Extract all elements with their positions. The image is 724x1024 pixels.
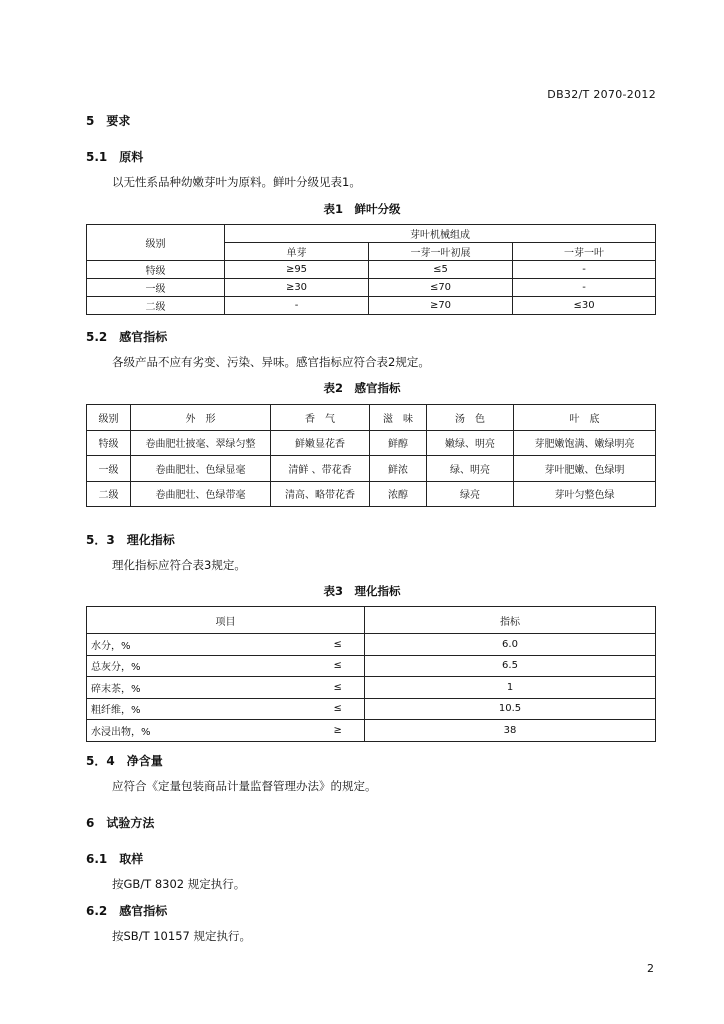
table-cell: 浓醇 [370, 481, 427, 507]
table-cell: 6.5 [365, 655, 656, 677]
table-row [87, 698, 656, 720]
table-row [87, 677, 656, 699]
para-6-2: 按SB/T 10157 规定执行。 [112, 929, 251, 943]
table-cell: ≥30 [225, 279, 369, 297]
table-row [87, 655, 656, 677]
table-cell: 特级 [87, 430, 131, 456]
table-cell: 6.0 [365, 634, 656, 656]
table-cell: ≤5 [369, 261, 513, 279]
heading-6-1: 6.1 取样 [86, 852, 144, 866]
heading-6: 6 试验方法 [86, 816, 155, 830]
table-cell: 碎末茶，% [87, 677, 312, 699]
table-cell: 芽叶匀整色绿 [514, 481, 656, 507]
table-cell: 特级 [87, 261, 225, 279]
para-5-4: 应符合《定量包装商品计量监督管理办法》的规定。 [112, 779, 377, 793]
table-cell: 绿、明亮 [427, 456, 514, 482]
heading-5: 5 要求 [86, 114, 131, 128]
table-cell: 清高、略带花香 [271, 481, 370, 507]
table3 [86, 606, 656, 742]
table2 [86, 404, 656, 507]
table-cell: 10.5 [365, 698, 656, 720]
table2-header: 叶 底 [514, 405, 656, 431]
table-cell: 鲜浓 [370, 456, 427, 482]
doc-id: DB32/T 2070-2012 [547, 88, 656, 101]
table-cell: 水分，% [87, 634, 312, 656]
table-row [87, 634, 656, 656]
table1 [86, 224, 656, 315]
table-row [87, 297, 656, 315]
table3-caption: 表3 理化指标 [323, 584, 401, 598]
table-cell: 粗纤维，% [87, 698, 312, 720]
table-cell: ≥70 [369, 297, 513, 315]
table-row [87, 481, 656, 507]
table-cell: 一级 [87, 456, 131, 482]
table3-header: 指标 [365, 607, 656, 634]
table1-col: 一芽一叶 [513, 243, 656, 261]
table2-caption: 表2 感官指标 [323, 381, 401, 395]
table2-header: 香 气 [271, 405, 370, 431]
table-cell: 总灰分，% [87, 655, 312, 677]
table-cell: ≤70 [369, 279, 513, 297]
table-cell: 鲜醇 [370, 430, 427, 456]
table-cell: 卷曲肥壮披毫、翠绿匀整 [131, 430, 271, 456]
table2-header: 滋 味 [370, 405, 427, 431]
table-cell: 芽叶肥嫩、色绿明 [514, 456, 656, 482]
table-cell: 绿亮 [427, 481, 514, 507]
table-cell: - [225, 297, 369, 315]
table-row [87, 456, 656, 482]
page-number: 2 [647, 962, 654, 975]
heading-5-4: 5．4 净含量 [86, 754, 163, 768]
para-5-2: 各级产品不应有劣变、污染、异味。感官指标应符合表2规定。 [112, 355, 430, 369]
table-cell: ≤ [312, 677, 365, 699]
table-cell: 二级 [87, 297, 225, 315]
table2-header: 外 形 [131, 405, 271, 431]
table-cell: - [513, 261, 656, 279]
table-cell: ≤ [312, 655, 365, 677]
table-row [87, 261, 656, 279]
table-cell: 嫩绿、明亮 [427, 430, 514, 456]
table-cell: 芽肥嫩饱满、嫩绿明亮 [514, 430, 656, 456]
table-row [87, 430, 656, 456]
table-cell: ≤30 [513, 297, 656, 315]
table1-col: 一芽一叶初展 [369, 243, 513, 261]
table1-caption: 表1 鲜叶分级 [323, 202, 401, 216]
table2-header: 汤 色 [427, 405, 514, 431]
table-cell: ≥95 [225, 261, 369, 279]
para-6-1: 按GB/T 8302 规定执行。 [112, 877, 246, 891]
table1-grade-header: 级别 [87, 225, 225, 261]
heading-5-2: 5.2 感官指标 [86, 330, 168, 344]
table1-col: 单芽 [225, 243, 369, 261]
table-row [87, 720, 656, 742]
table-row [87, 279, 656, 297]
heading-5-1: 5.1 原料 [86, 150, 144, 164]
heading-5-3: 5．3 理化指标 [86, 533, 175, 547]
table-cell: 清鲜 、带花香 [271, 456, 370, 482]
table-cell: 1 [365, 677, 656, 699]
table-cell: 二级 [87, 481, 131, 507]
para-5-1: 以无性系品种幼嫩芽叶为原料。鲜叶分级见表1。 [112, 175, 361, 189]
table-cell: 卷曲肥壮、色绿显毫 [131, 456, 271, 482]
table-cell: 38 [365, 720, 656, 742]
table-cell: 一级 [87, 279, 225, 297]
heading-6-2: 6.2 感官指标 [86, 904, 168, 918]
table1-group-header: 芽叶机械组成 [225, 225, 656, 243]
para-5-3: 理化指标应符合表3规定。 [112, 558, 246, 572]
table-cell: 卷曲肥壮、色绿带毫 [131, 481, 271, 507]
table-cell: ≥ [312, 720, 365, 742]
table-cell: 水浸出物，% [87, 720, 312, 742]
table-cell: 鲜嫩显花香 [271, 430, 370, 456]
table-cell: - [513, 279, 656, 297]
table-cell: ≤ [312, 698, 365, 720]
table-cell: ≤ [312, 634, 365, 656]
table2-header: 级别 [87, 405, 131, 431]
table3-header: 项目 [87, 607, 365, 634]
